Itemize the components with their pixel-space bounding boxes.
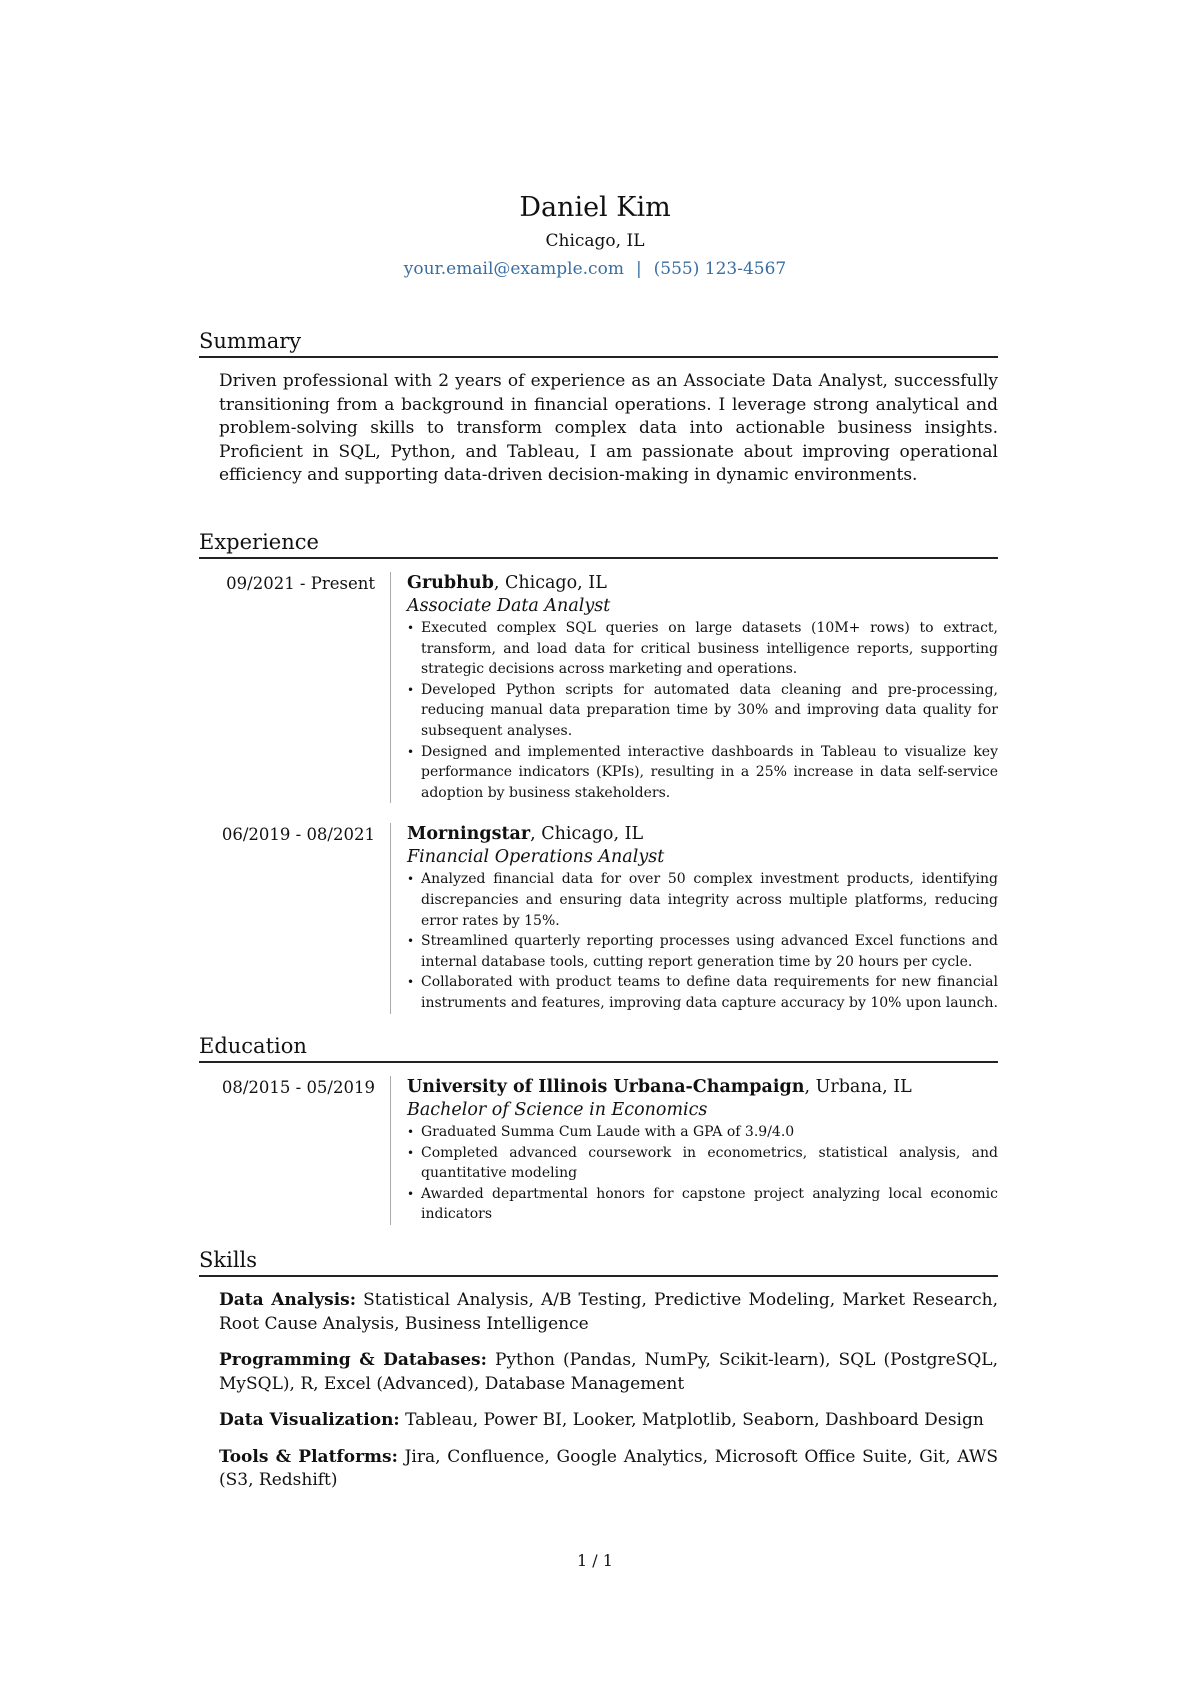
list-item: • Graduated Summa Cum Laude with a GPA of 3.9/4.0 bbox=[407, 1122, 998, 1143]
skill-row bbox=[219, 1409, 998, 1433]
entry-location: , Urbana, IL bbox=[804, 1077, 912, 1097]
phone-link[interactable]: (555) 123-4567 bbox=[653, 259, 787, 279]
entry-org-line bbox=[407, 1076, 998, 1099]
entry-role: Associate Data Analyst bbox=[407, 596, 611, 616]
list-item: • Collaborated with product teams to define data requirements for new financial instruments and features, improving data capture accuracy by 10% upon launch. bbox=[407, 972, 998, 1013]
entry-bullets bbox=[407, 869, 998, 1013]
skill-row bbox=[219, 1289, 998, 1336]
skill-label: Data Analysis: bbox=[219, 1290, 357, 1310]
skill-row bbox=[219, 1349, 998, 1396]
list-item: • Analyzed financial data for over 50 complex investment products, identifying discrepancies and ensuring data integrity across multiple platforms, reducing error rates by 15%. bbox=[407, 869, 998, 931]
summary-section bbox=[199, 327, 998, 488]
skill-label: Data Visualization: bbox=[219, 1410, 400, 1430]
entry-bullets bbox=[407, 1122, 998, 1225]
list-item: • Awarded departmental honors for capstone project analyzing local economic indicators bbox=[407, 1184, 998, 1225]
contact-separator: | bbox=[635, 259, 642, 279]
list-item: • Completed advanced coursework in econometrics, statistical analysis, and quantitative modeling bbox=[407, 1143, 998, 1184]
entry-body bbox=[390, 823, 998, 1013]
candidate-name: Daniel Kim bbox=[519, 192, 671, 223]
contact-line bbox=[0, 256, 1190, 282]
entry-org: University of Illinois Urbana-Champaign bbox=[407, 1077, 805, 1097]
experience-section bbox=[199, 528, 998, 1014]
entry-org-line bbox=[407, 823, 998, 846]
skills-section bbox=[199, 1246, 998, 1493]
list-item: • Executed complex SQL queries on large datasets (10M+ rows) to extract, transform, and load data for critical business intelligence reports, supporting strategic decisions across marketing and operations. bbox=[407, 618, 998, 680]
summary-text: Driven professional with 2 years of experience as an Associate Data Analyst, successfully transitioning from a background in financial operations. I leverage strong analytical and problem-solving skills to transform complex data into actionable business insights. Proficient in SQL, Python, and Tableau, I am passionate about improving operational efficiency and supporting data-driven decision-making in dynamic environments. bbox=[219, 371, 998, 485]
skill-text: Statistical Analysis, A/B Testing, Predictive Modeling, Market Research, Root Cause Analysis, Business Intelligence bbox=[219, 1290, 998, 1334]
section-title-education: Education bbox=[199, 1032, 998, 1063]
skill-row bbox=[219, 1446, 998, 1493]
resume-header bbox=[0, 190, 1190, 282]
entry-date: 06/2019 - 08/2021 bbox=[221, 825, 375, 845]
entry-bullets bbox=[407, 618, 998, 803]
list-item: • Developed Python scripts for automated data cleaning and pre-processing, reducing manual data preparation time by 30% and improving data quality for subsequent analyses. bbox=[407, 680, 998, 742]
entry-org: Morningstar bbox=[407, 824, 531, 845]
experience-entry bbox=[199, 823, 998, 1013]
entry-org: Grubhub bbox=[407, 573, 494, 593]
skill-text: Tableau, Power BI, Looker, Matplotlib, Seaborn, Dashboard Design bbox=[399, 1410, 984, 1430]
education-section bbox=[199, 1032, 998, 1225]
candidate-location: Chicago, IL bbox=[545, 231, 645, 251]
section-title-skills: Skills bbox=[199, 1246, 998, 1277]
email-link[interactable]: your.email@example.com bbox=[403, 259, 624, 279]
entry-role: Bachelor of Science in Economics bbox=[407, 1100, 708, 1120]
entry-role: Financial Operations Analyst bbox=[407, 847, 665, 868]
entry-body bbox=[390, 1076, 998, 1225]
entry-date: 08/2015 - 05/2019 bbox=[221, 1078, 375, 1097]
skill-label: Programming & Databases: bbox=[219, 1350, 487, 1370]
entry-org-line bbox=[407, 572, 998, 595]
list-item: • Streamlined quarterly reporting processes using advanced Excel functions and internal database tools, cutting report generation time by 20 hours per cycle. bbox=[407, 931, 998, 972]
entry-date: 09/2021 - Present bbox=[226, 574, 375, 593]
entry-location: , Chicago, IL bbox=[530, 824, 644, 845]
skill-text: Jira, Confluence, Google Analytics, Microsoft Office Suite, Git, AWS (S3, Redshift) bbox=[219, 1446, 998, 1490]
page-number: 1 / 1 bbox=[577, 1551, 613, 1570]
entry-body bbox=[390, 572, 998, 803]
skill-text: Python (Pandas, NumPy, Scikit-learn), SQL (PostgreSQL, MySQL), R, Excel (Advanced), Database Management bbox=[219, 1350, 999, 1394]
education-entry bbox=[199, 1076, 998, 1225]
entry-location: , Chicago, IL bbox=[493, 573, 607, 593]
list-item: • Designed and implemented interactive dashboards in Tableau to visualize key performance indicators (KPIs), resulting in a 25% increase in data self-service adoption by business stakeholders. bbox=[407, 742, 998, 804]
section-title-experience: Experience bbox=[199, 528, 998, 559]
section-title-summary: Summary bbox=[199, 327, 998, 358]
skill-label: Tools & Platforms: bbox=[219, 1446, 398, 1467]
experience-entry bbox=[199, 572, 998, 803]
